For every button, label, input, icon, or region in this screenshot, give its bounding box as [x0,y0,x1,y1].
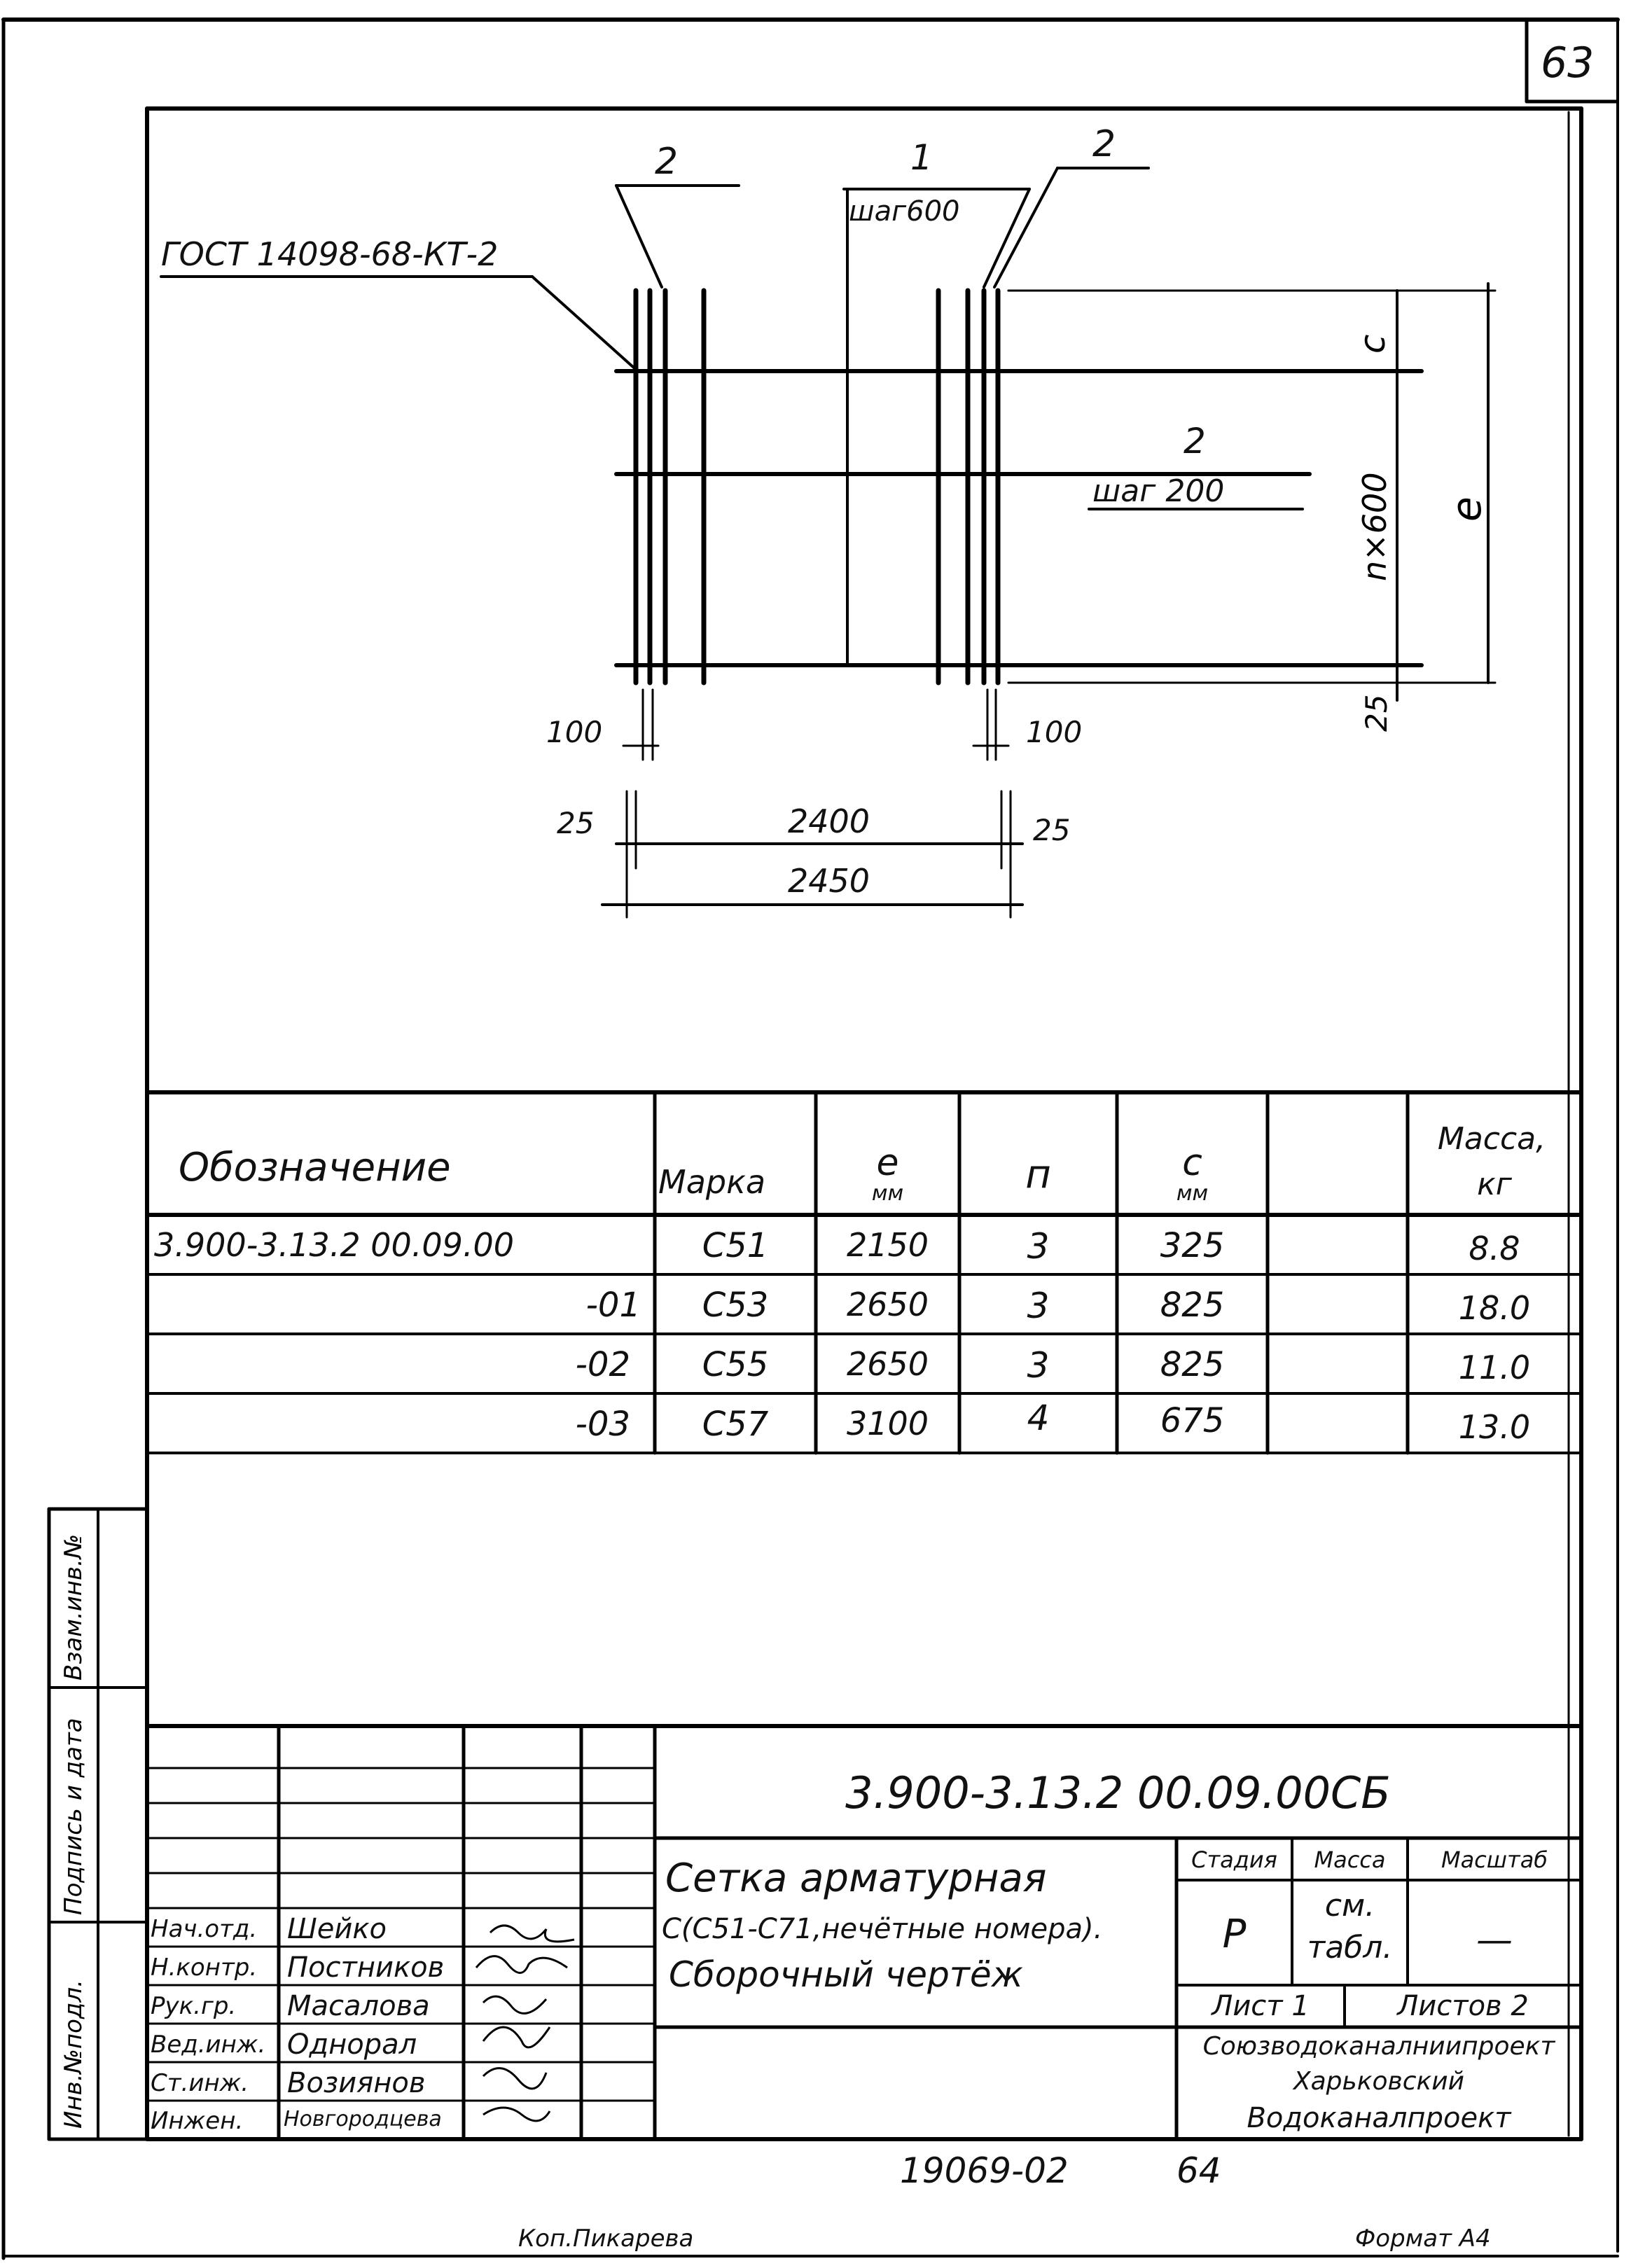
staff-name: Шейко [287,1913,387,1945]
mass-value-2: табл. [1307,1930,1393,1966]
doc-code: 3.900-3.13.2 00.09.00СБ [845,1767,1391,1818]
header-mark: Марка [658,1163,766,1201]
sheet-number: 63 [1541,39,1595,88]
format-label: Формат А4 [1355,2225,1491,2253]
dim-n600: n×600 [1356,472,1394,581]
header-mass: Масса, [1437,1121,1546,1157]
staff-name: Новгородцева [284,2107,442,2131]
scale-header: Масштаб [1441,1846,1548,1873]
header-c-unit: мм [1176,1181,1209,1206]
staff-name: Возиянов [287,2067,426,2099]
row-3-n: 3 [1027,1345,1050,1386]
staff-name: Постников [287,1952,445,1984]
row-2-designation: -01 [585,1286,641,1325]
dim-25-right: 25 [1359,694,1394,732]
row-1-designation: 3.900-3.13.2 00.09.00 [154,1226,515,1264]
row-4-e: 3100 [846,1405,929,1442]
row-1-c: 325 [1160,1226,1225,1265]
dim-2450: 2450 [788,862,870,900]
row-3-e: 2650 [846,1345,929,1383]
page-number: 64 [1177,2150,1221,2191]
title-line-2: С(С51-С71,нечётные номера). [662,1913,1103,1945]
staff-role: Инжен. [151,2107,244,2135]
staff-name: Однорал [287,2029,417,2061]
callout-bar-1: 1 [910,137,933,178]
row-3-c: 825 [1160,1345,1225,1384]
sheets-total: Листов 2 [1397,1990,1529,2022]
title-line-1: Сетка арматурная [665,1856,1047,1901]
side-stamp-inv-orig: Инв.№подл. [60,1980,88,2129]
header-n: п [1025,1152,1051,1197]
header-e: е [876,1142,899,1184]
dim-c: с [1352,334,1393,354]
row-3-mass: 11.0 [1458,1349,1531,1386]
row-3-mark: С55 [702,1345,769,1384]
mass-header: Масса [1314,1846,1386,1873]
dim-100-left: 100 [546,715,603,749]
dim-100-right: 100 [1026,715,1083,749]
staff-role: Вед.инж. [151,2031,266,2059]
row-2-mass: 18.0 [1458,1289,1531,1327]
staff-name: Масалова [287,1990,430,2022]
row-4-c: 675 [1160,1401,1225,1440]
dim-25-left: 25 [557,806,595,840]
staff-role: Рук.гр. [151,1992,237,2020]
org-line-1: Союзводоканалниипроект [1202,2032,1555,2061]
row-1-mass: 8.8 [1469,1230,1520,1267]
row-4-n: 4 [1027,1398,1050,1438]
staff-role: Ст.инж. [151,2069,249,2097]
inventory-number: 19069-02 [900,2150,1069,2191]
stage-value: Р [1222,1912,1247,1957]
row-1-e: 2150 [846,1226,929,1264]
row-2-mark: С53 [702,1286,769,1325]
row-4-mass: 13.0 [1458,1408,1531,1446]
copied-by: Коп.Пикарева [518,2225,694,2253]
dim-e: е [1443,496,1490,522]
stage-header: Стадия [1191,1846,1277,1873]
header-mass-unit: кг [1477,1167,1512,1202]
side-stamp-vzam-inv: Взам.инв.№ [60,1533,88,1681]
org-line-3: Водоканалпроект [1247,2102,1511,2134]
staff-role: Нач.отд. [151,1915,258,1943]
org-line-2: Харьковский [1293,2067,1465,2096]
scale-value: — [1476,1919,1513,1961]
mass-value-1: см. [1324,1888,1375,1923]
title-line-3: Сборочный чертёж [669,1954,1023,1995]
row-3-designation: -02 [575,1345,630,1384]
row-1-mark: С51 [702,1226,769,1265]
dim-2400: 2400 [788,802,870,840]
row-2-c: 825 [1160,1286,1225,1325]
header-e-unit: мм [871,1181,904,1206]
staff-role: Н.контр. [151,1954,258,1982]
row-2-e: 2650 [846,1286,929,1323]
callout-step-200: шаг 200 [1092,473,1225,509]
gost-label: ГОСТ 14098-68-КТ-2 [161,235,499,273]
header-designation: Обозначение [179,1145,451,1190]
row-4-mark: С57 [702,1405,769,1444]
dim-25-right-bottom: 25 [1033,813,1071,847]
callout-step-600: шаг600 [849,195,960,228]
callout-bar-right: 2 [1092,123,1116,165]
row-2-n: 3 [1027,1286,1050,1326]
callout-bar-left: 2 [655,141,679,183]
side-stamp-sign-date: Подпись и дата [60,1718,88,1915]
row-1-n: 3 [1027,1226,1050,1267]
row-4-designation: -03 [575,1405,630,1444]
sheet-label: Лист 1 [1212,1990,1310,2022]
header-c: с [1182,1142,1202,1184]
callout-bar-2: 2 [1184,421,1206,461]
